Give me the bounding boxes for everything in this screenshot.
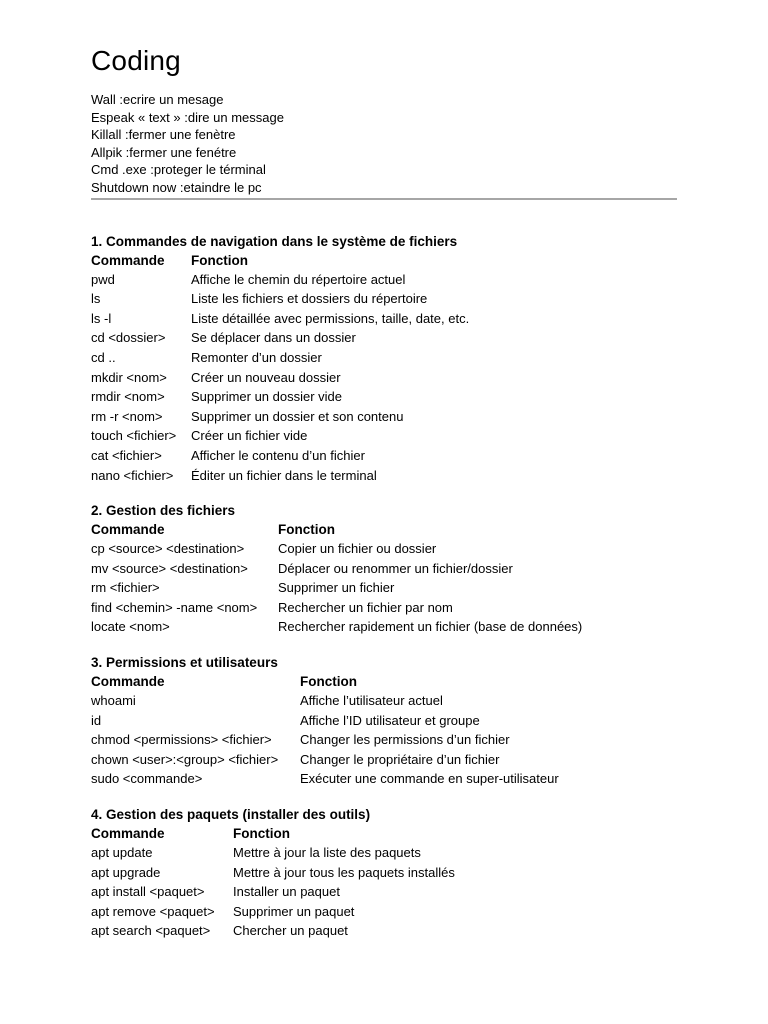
function-cell: Remonter d’un dossier bbox=[191, 349, 322, 365]
function-cell: Déplacer ou renommer un fichier/dossier bbox=[278, 560, 513, 576]
function-cell: Affiche l’ID utilisateur et groupe bbox=[300, 712, 480, 728]
table-row bbox=[91, 328, 469, 348]
section-heading: 1. Commandes de navigation dans le système de fichiers bbox=[91, 233, 458, 249]
command-cell: apt search <paquet> bbox=[91, 923, 211, 939]
command-cell: nano <fichier> bbox=[91, 467, 174, 483]
command-cell: cp <source> <destination> bbox=[91, 541, 245, 557]
command-cell: touch <fichier> bbox=[91, 428, 177, 444]
command-cell: apt install <paquet> bbox=[91, 884, 205, 900]
table-row bbox=[91, 711, 559, 731]
column-header-function: Fonction bbox=[191, 252, 248, 268]
function-cell: Mettre à jour tous les paquets installés bbox=[233, 864, 455, 880]
table-header-row bbox=[91, 520, 582, 539]
function-cell: Exécuter une commande en super-utilisateur bbox=[300, 771, 559, 787]
table-header-row bbox=[91, 824, 455, 843]
column-header-command: Commande bbox=[91, 252, 165, 268]
command-cell: chmod <permissions> <fichier> bbox=[91, 732, 272, 748]
function-cell: Installer un paquet bbox=[233, 884, 340, 900]
function-cell: Liste détaillée avec permissions, taille, date, etc. bbox=[191, 310, 470, 326]
command-cell: locate <nom> bbox=[91, 619, 170, 635]
table-row bbox=[91, 407, 469, 427]
function-cell: Rechercher rapidement un fichier (base de données) bbox=[278, 619, 583, 635]
document-page bbox=[91, 44, 677, 941]
table-row bbox=[91, 769, 559, 789]
table-row bbox=[91, 289, 469, 309]
function-cell: Créer un nouveau dossier bbox=[191, 369, 341, 385]
table-row bbox=[91, 539, 582, 559]
function-cell: Afficher le contenu d’un fichier bbox=[191, 447, 365, 463]
table-row bbox=[91, 750, 559, 770]
command-table bbox=[91, 824, 455, 941]
intro-line: Espeak « text » :dire un message bbox=[91, 109, 284, 125]
command-cell: apt remove <paquet> bbox=[91, 903, 215, 919]
command-cell: ls -l bbox=[91, 310, 112, 326]
function-cell: Changer les permissions d’un fichier bbox=[300, 732, 510, 748]
command-cell: rm <fichier> bbox=[91, 580, 160, 596]
document-title: Coding bbox=[91, 45, 181, 76]
command-cell: rm -r <nom> bbox=[91, 408, 163, 424]
function-cell: Changer le propriétaire d’un fichier bbox=[300, 751, 500, 767]
command-cell: apt upgrade bbox=[91, 864, 161, 880]
command-cell: ls bbox=[91, 291, 101, 307]
function-cell: Créer un fichier vide bbox=[191, 428, 308, 444]
table-row bbox=[91, 309, 469, 329]
command-cell: sudo <commande> bbox=[91, 771, 203, 787]
command-cell: apt update bbox=[91, 845, 153, 861]
function-cell: Éditer un fichier dans le terminal bbox=[191, 467, 377, 483]
table-row bbox=[91, 426, 469, 446]
section-navigation bbox=[91, 232, 677, 486]
command-cell: find <chemin> -name <nom> bbox=[91, 599, 258, 615]
table-row bbox=[91, 863, 455, 883]
table-row bbox=[91, 466, 469, 486]
intro-line: Allpik :fermer une fenétre bbox=[91, 144, 237, 160]
function-cell: Chercher un paquet bbox=[233, 923, 348, 939]
command-cell: cd .. bbox=[91, 349, 116, 365]
function-cell: Supprimer un dossier vide bbox=[191, 389, 343, 405]
command-cell: cd <dossier> bbox=[91, 330, 166, 346]
command-table bbox=[91, 520, 582, 637]
command-cell: cat <fichier> bbox=[91, 447, 162, 463]
function-cell: Mettre à jour la liste des paquets bbox=[233, 845, 421, 861]
command-cell: chown <user>:<group> <fichier> bbox=[91, 751, 279, 767]
table-header-row bbox=[91, 251, 469, 270]
command-table bbox=[91, 251, 469, 486]
section-heading: 4. Gestion des paquets (installer des outils) bbox=[91, 807, 371, 823]
column-header-command: Commande bbox=[91, 826, 165, 842]
function-cell: Rechercher un fichier par nom bbox=[278, 599, 453, 615]
section-heading: 2. Gestion des fichiers bbox=[91, 503, 236, 519]
function-cell: Supprimer un fichier bbox=[278, 580, 395, 596]
table-row bbox=[91, 559, 582, 579]
column-header-function: Fonction bbox=[278, 522, 335, 538]
column-header-command: Commande bbox=[91, 674, 165, 690]
column-header-function: Fonction bbox=[300, 674, 357, 690]
column-header-command: Commande bbox=[91, 522, 165, 538]
intro-line: Shutdown now :etaindre le pc bbox=[91, 179, 262, 195]
table-row bbox=[91, 446, 469, 466]
table-row bbox=[91, 368, 469, 388]
column-header-function: Fonction bbox=[233, 826, 290, 842]
command-table bbox=[91, 672, 559, 789]
command-cell: rmdir <nom> bbox=[91, 389, 165, 405]
table-header-row bbox=[91, 672, 559, 691]
command-cell: mkdir <nom> bbox=[91, 369, 167, 385]
table-row bbox=[91, 921, 455, 941]
table-row bbox=[91, 882, 455, 902]
table-row bbox=[91, 691, 559, 711]
section-packages bbox=[91, 805, 677, 941]
section-file-management bbox=[91, 501, 677, 637]
table-row bbox=[91, 598, 582, 618]
command-cell: id bbox=[91, 712, 102, 728]
function-cell: Affiche le chemin du répertoire actuel bbox=[191, 271, 406, 287]
function-cell: Supprimer un paquet bbox=[233, 903, 355, 919]
function-cell: Affiche l’utilisateur actuel bbox=[300, 693, 443, 709]
section-permissions bbox=[91, 653, 677, 789]
table-row bbox=[91, 730, 559, 750]
table-row bbox=[91, 578, 582, 598]
intro-list bbox=[91, 91, 677, 197]
table-row bbox=[91, 348, 469, 368]
table-row bbox=[91, 387, 469, 407]
function-cell: Se déplacer dans un dossier bbox=[191, 330, 356, 346]
function-cell: Liste les fichiers et dossiers du répertoire bbox=[191, 291, 428, 307]
command-cell: pwd bbox=[91, 271, 115, 287]
table-row bbox=[91, 617, 582, 637]
intro-line: Cmd .exe :proteger le términal bbox=[91, 162, 266, 178]
function-cell: Copier un fichier ou dossier bbox=[278, 541, 437, 557]
command-cell: whoami bbox=[91, 693, 136, 709]
table-row bbox=[91, 270, 469, 290]
intro-line: Killall :fermer une fenètre bbox=[91, 127, 236, 143]
command-cell: mv <source> <destination> bbox=[91, 560, 248, 576]
table-row bbox=[91, 902, 455, 922]
table-row bbox=[91, 843, 455, 863]
function-cell: Supprimer un dossier et son contenu bbox=[191, 408, 404, 424]
section-heading: 3. Permissions et utilisateurs bbox=[91, 655, 278, 671]
intro-line: Wall :ecrire un mesage bbox=[91, 92, 224, 107]
